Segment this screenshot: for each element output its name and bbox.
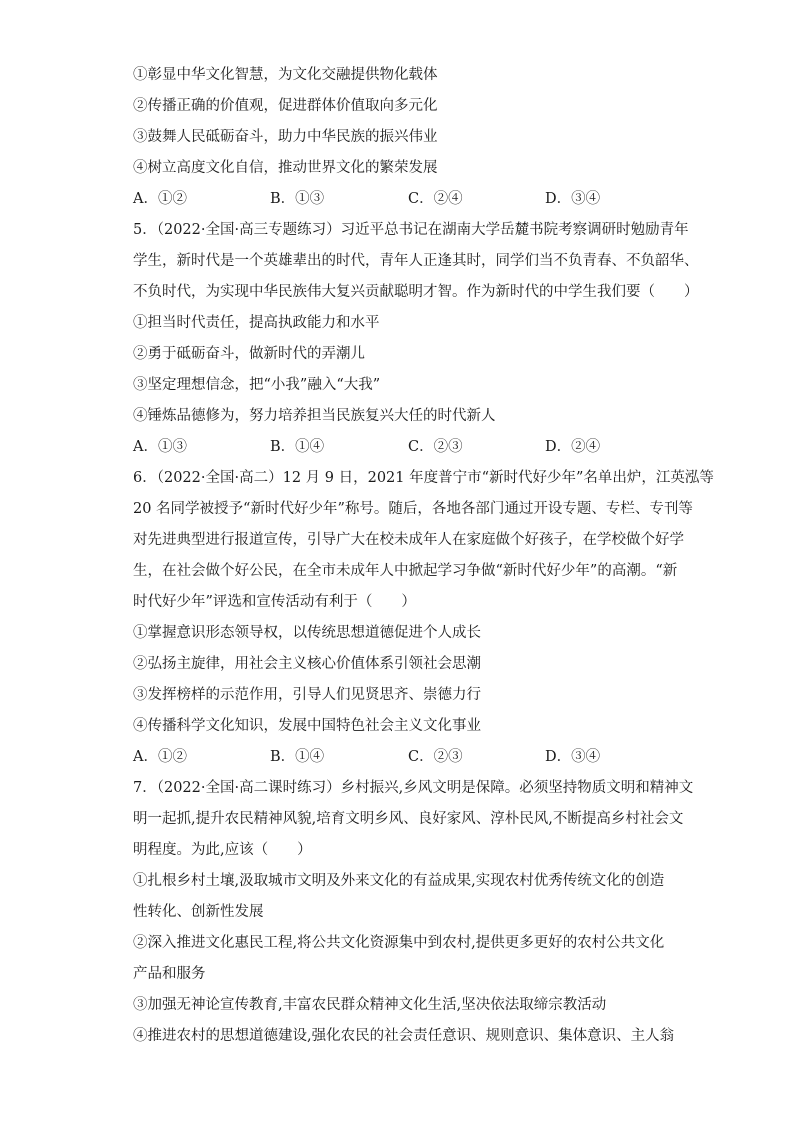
option-b: B．①④ bbox=[270, 749, 325, 765]
q4-statement-4: ④树立高度文化自信，推动世界文化的繁荣发展 bbox=[133, 160, 438, 176]
q5-statement-2: ②勇于砥砺奋斗，做新时代的弄潮儿 bbox=[133, 346, 365, 362]
q6-statement-2: ②弘扬主旋律，用社会主义核心价值体系引领社会思潮 bbox=[133, 656, 481, 672]
q7-statement-2-line-1: ②深入推进文化惠民工程,将公共文化资源集中到农村,提供更多更好的农村公共文化 bbox=[133, 935, 665, 951]
q7-statement-3: ③加强无神论宣传教育,丰富农民群众精神文化生活,坚决依法取缔宗教活动 bbox=[133, 997, 607, 1013]
q4-statement-3: ③鼓舞人民砥砺奋斗，助力中华民族的振兴伟业 bbox=[133, 129, 438, 145]
option-d: D．③④ bbox=[545, 191, 601, 207]
option-b: B．①④ bbox=[270, 439, 325, 455]
option-c: C．②③ bbox=[408, 749, 463, 765]
q6-statement-3: ③发挥榜样的示范作用，引导人们见贤思齐、崇德力行 bbox=[133, 687, 481, 703]
q6-stem-line-3: 对先进典型进行报道宣传，引导广大在校未成年人在家庭做个好孩子，在学校做个好学 bbox=[133, 532, 684, 548]
q4-statement-2: ②传播正确的价值观，促进群体价值取向多元化 bbox=[133, 98, 438, 114]
option-a: A．①③ bbox=[133, 439, 187, 455]
q5-stem-line-2: 学生，新时代是一个英雄辈出的时代，青年人正逢其时，同学们当不负青春、不负韶华、 bbox=[133, 253, 699, 269]
option-a: A．①② bbox=[133, 191, 187, 207]
option-d: D．③④ bbox=[545, 749, 601, 765]
option-c: C．②④ bbox=[408, 191, 463, 207]
q7-statement-2-line-2: 产品和服务 bbox=[133, 966, 206, 982]
option-d: D．②④ bbox=[545, 439, 601, 455]
q7-stem-line-1: 7．（2022·全国·高二课时练习）乡村振兴,乡风文明是保障。必须坚持物质文明和精神文 bbox=[133, 780, 694, 796]
option-a: A．①② bbox=[133, 749, 187, 765]
q7-stem-line-3: 明程度。为此,应该（ ） bbox=[133, 842, 312, 858]
q7-statement-4-line-1: ④推进农村的思想道德建设,强化农民的社会责任意识、规则意识、集体意识、主人翁 bbox=[133, 1028, 675, 1044]
q4-statement-1: ①彰显中华文化智慧，为文化交融提供物化载体 bbox=[133, 67, 438, 83]
q6-statement-4: ④传播科学文化知识，发展中国特色社会主义文化事业 bbox=[133, 718, 481, 734]
q6-stem-line-4: 生，在社会做个好公民，在全市未成年人中掀起学习争做“新时代好少年”的高潮。“新 bbox=[133, 563, 678, 579]
q5-statement-1: ①担当时代责任，提高执政能力和水平 bbox=[133, 315, 380, 331]
option-c: C．②③ bbox=[408, 439, 463, 455]
q7-statement-1-line-1: ①扎根乡村土壤,汲取城市文明及外来文化的有益成果,实现农村优秀传统文化的创造 bbox=[133, 873, 665, 889]
q6-statement-1: ①掌握意识形态领导权，以传统思想道德促进个人成长 bbox=[133, 625, 481, 641]
q7-stem-line-2: 明一起抓,提升农民精神风貌,培育文明乡风、良好家风、淳朴民风,不断提高乡村社会文 bbox=[133, 811, 684, 827]
q6-stem-line-5: 时代好少年”评选和宣传活动有利于（ ） bbox=[133, 594, 416, 610]
q7-statement-1-line-2: 性转化、创新性发展 bbox=[133, 904, 264, 920]
q5-statement-4: ④锤炼品德修为，努力培养担当民族复兴大任的时代新人 bbox=[133, 408, 496, 424]
option-b: B．①③ bbox=[270, 191, 325, 207]
q5-statement-3: ③坚定理想信念，把“小我”融入“大我” bbox=[133, 377, 381, 393]
q6-stem-line-2: 20 名同学被授予“新时代好少年”称号。随后，各地各部门通过开设专题、专栏、专刊等 bbox=[133, 501, 693, 517]
q5-stem-line-3: 不负时代，为实现中华民族伟大复兴贡献聪明才智。作为新时代的中学生我们要（ ） bbox=[133, 284, 699, 300]
q6-stem-line-1: 6．（2022·全国·高二）12 月 9 日，2021 年度普宁市“新时代好少年”名单出炉，江英泓等 bbox=[133, 470, 714, 486]
q5-stem-line-1: 5．（2022·全国·高三专题练习）习近平总书记在湖南大学岳麓书院考察调研时勉励青年 bbox=[133, 222, 689, 238]
